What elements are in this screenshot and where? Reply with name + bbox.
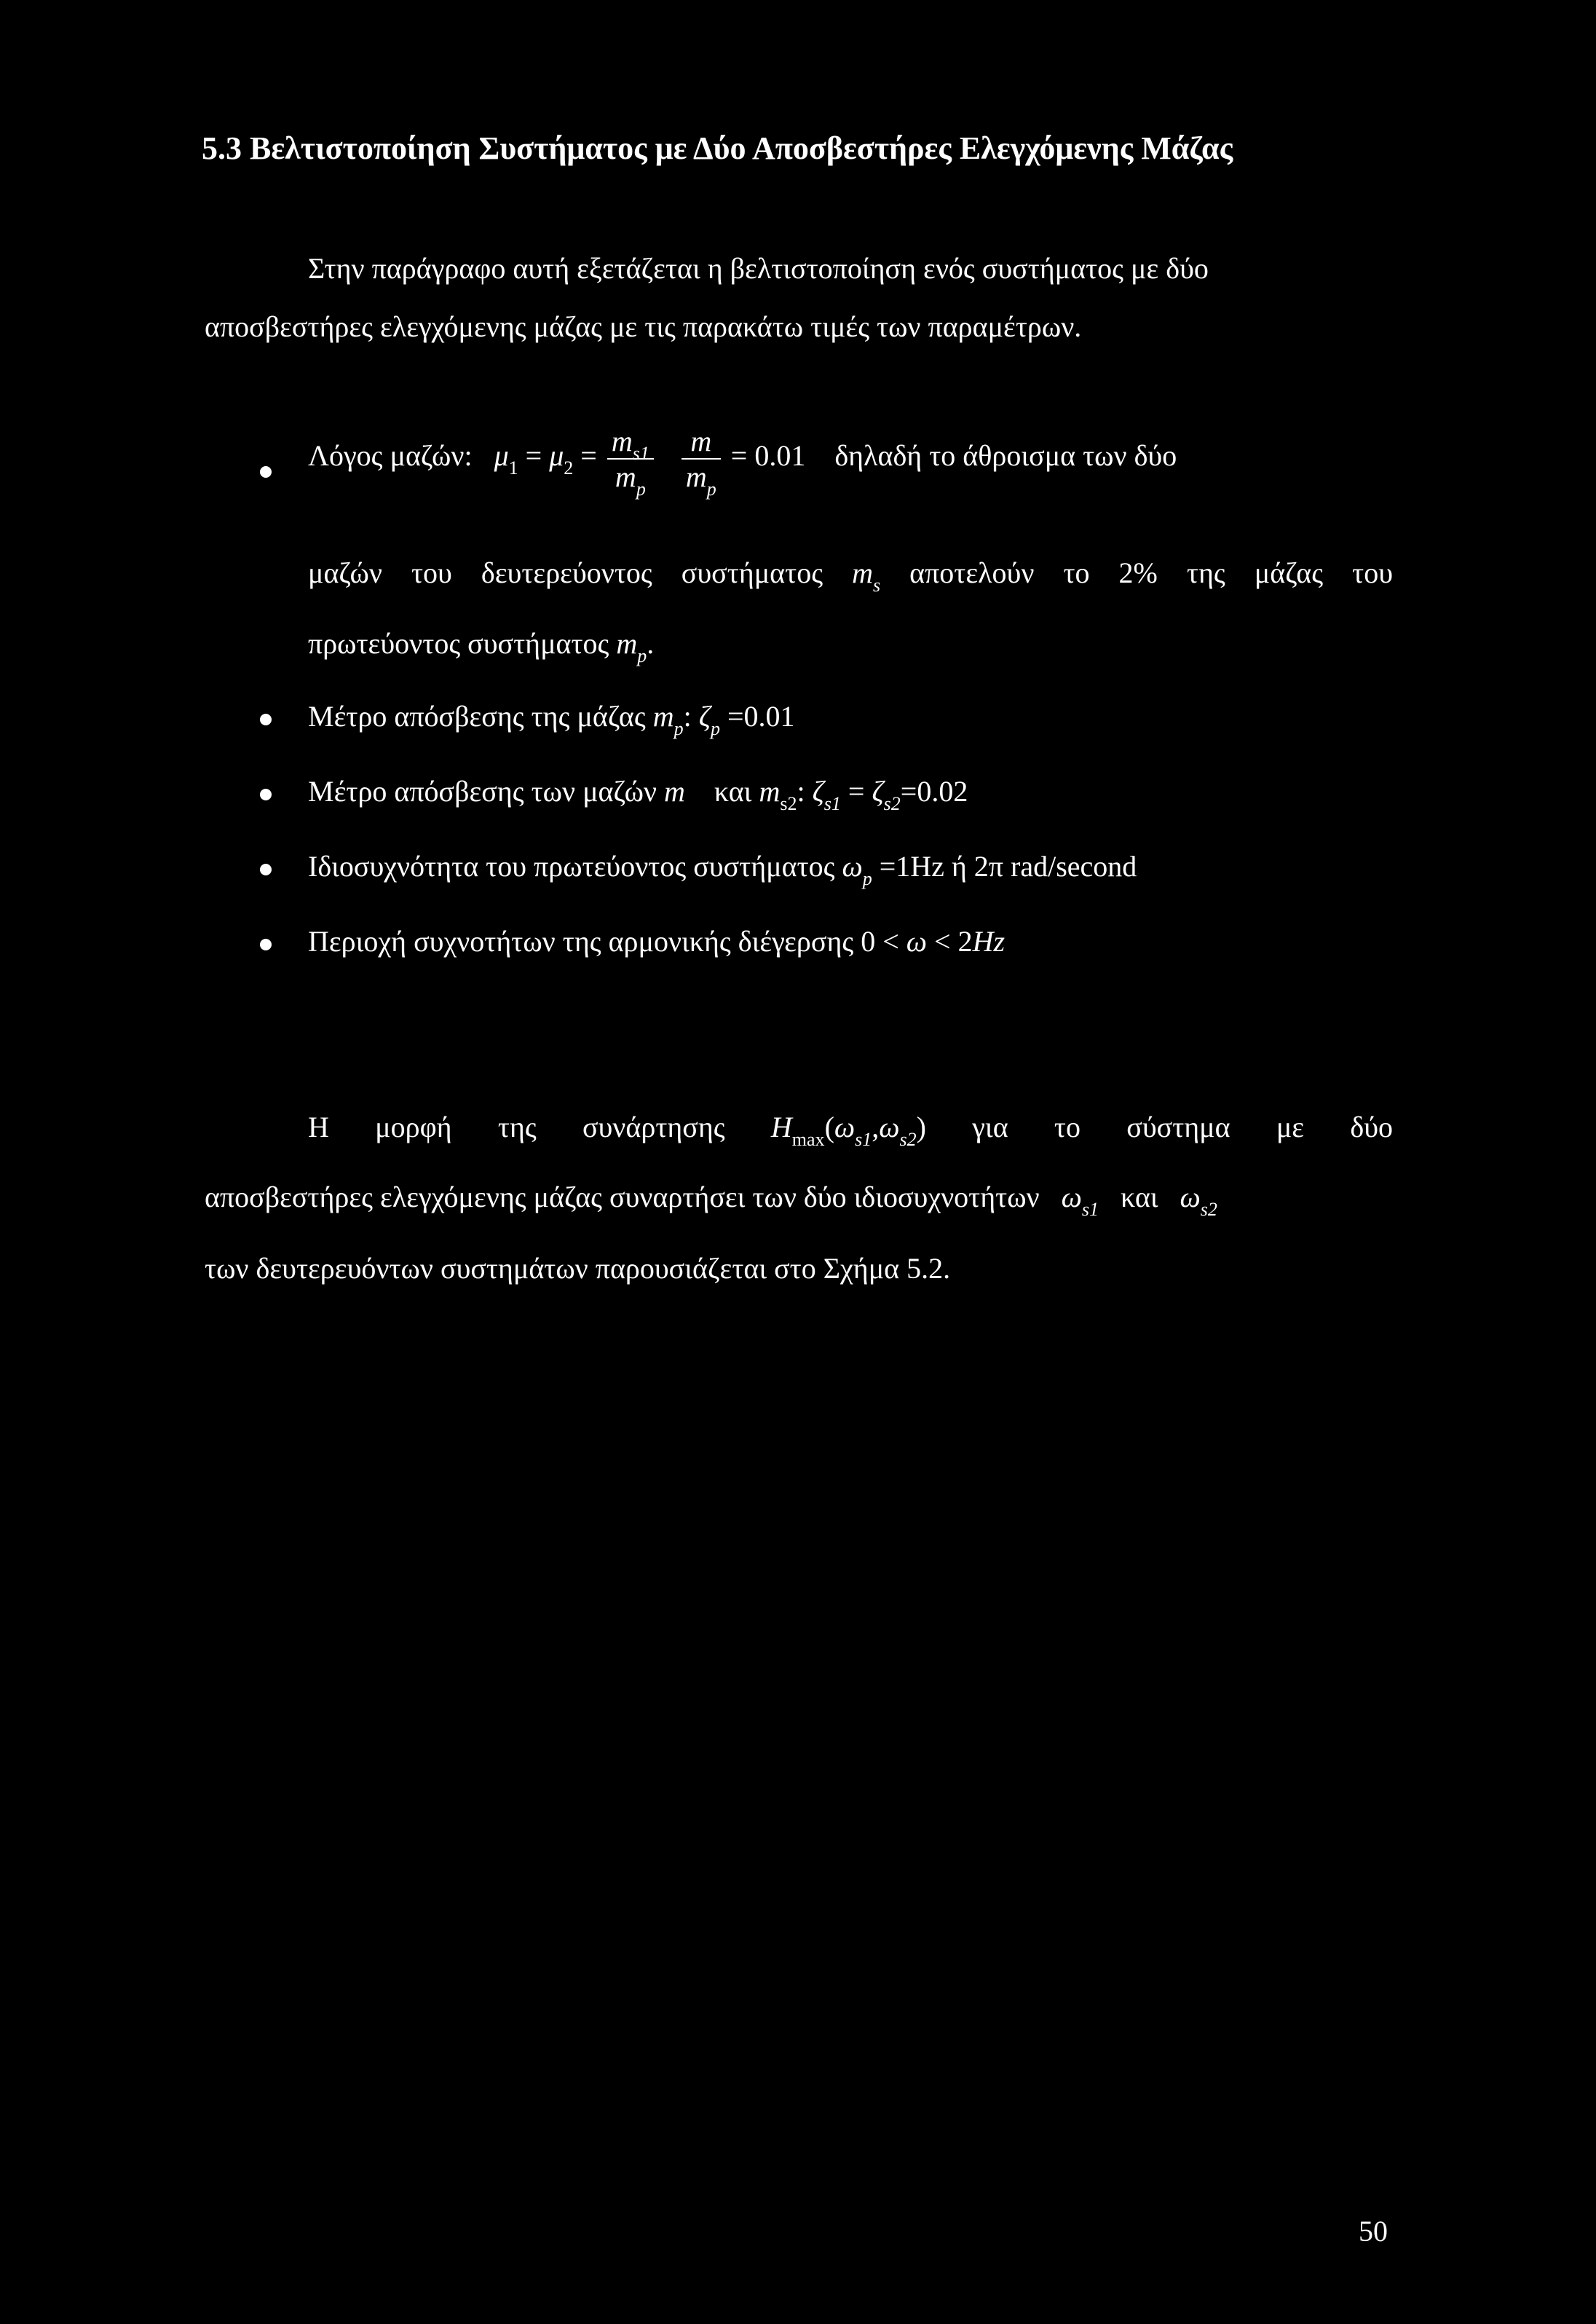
fraction-2-denominator: m (685, 460, 707, 493)
zeta-p-symbol: ζ (698, 700, 711, 733)
fraction-2-denominator-sub: p (706, 478, 716, 500)
bullet-icon (260, 939, 272, 950)
continuation-2-period: . (647, 627, 655, 660)
fraction-1-denominator: m (615, 460, 636, 493)
mp-symbol: m (616, 627, 638, 660)
omega-s2-symbol: ω (1180, 1181, 1201, 1213)
closing-line-2 (205, 1180, 1217, 1220)
closing-text-a: Η μορφή της συνάρτησης (308, 1111, 725, 1143)
continuation-1-text-a: μαζών του δευτερεύοντος συστήματος (308, 556, 823, 589)
fraction-1-numerator: m (611, 425, 633, 457)
damping-primary-text: Μέτρο απόσβεσης της μάζας (308, 700, 646, 733)
range-upper: < 2 (934, 925, 973, 958)
and-word: και (1121, 1181, 1158, 1213)
mass-ratio-continuation-2 (308, 626, 655, 666)
zeta-s2-subscript: s2 (883, 793, 901, 814)
range-text: Περιοχή συχνοτήτων της αρμονικής διέγερσης (308, 925, 854, 958)
and-word: και (714, 775, 752, 808)
mp-symbol: m (652, 700, 674, 733)
h-subscript: max (791, 1129, 825, 1150)
intro-line-2: αποσβεστήρες ελεγχόμενης μάζας με τις παρακάτω τιμές των παραμέτρων. (205, 310, 1082, 343)
mu1-symbol: μ (494, 439, 509, 473)
omega-s1-symbol: ω (834, 1111, 856, 1143)
omega-s1-subscript: s1 (1081, 1199, 1099, 1220)
intro-line-1: Στην παράγραφο αυτή εξετάζεται η βελτιστοποίηση ενός συστήματος με δύο (308, 252, 1209, 285)
fraction-ms1-over-mp (607, 424, 654, 500)
range-lower: 0 < (861, 925, 899, 958)
comma: , (872, 1111, 880, 1143)
omega-s1-subscript: s1 (855, 1129, 872, 1150)
continuation-1-text-b: αποτελούν το 2% της μάζας του (909, 556, 1393, 589)
omega-s1-symbol: ω (1061, 1181, 1082, 1213)
closing-text-b: για το σύστημα με δύο (972, 1111, 1394, 1143)
colon: : (797, 775, 805, 808)
h-symbol: H (770, 1111, 792, 1143)
damping-secondary-line (308, 774, 968, 814)
ms-subscript: s (872, 575, 881, 596)
mass-ratio-value: = 0.01 (730, 439, 806, 473)
omega-s2-subscript: s2 (899, 1129, 917, 1150)
mu2-symbol: μ (549, 439, 564, 473)
bullet-icon (260, 789, 272, 800)
mass-ratio-line: Λόγος μαζών: $\mu_1 = \mu_2$ = $\frac{m_{s1}}{m_p}$ $\frac{m}{m_p}$ = 0.01 δηλαδή το άθροισμα των δύο (308, 425, 1177, 500)
omega-s2-symbol: ω (879, 1111, 900, 1143)
fraction-m-over-mp (682, 424, 721, 500)
colon: : (683, 700, 692, 733)
damping-secondary-value: =0.02 (900, 775, 968, 808)
frequency-line (308, 849, 1137, 889)
page-number: 50 (1359, 2215, 1388, 2248)
mass-ratio-tail: δηλαδή το άθροισμα των δύο (834, 439, 1177, 473)
bullet-icon (260, 714, 272, 725)
zeta-p-subscript: p (710, 718, 720, 739)
range-unit: Hz (972, 925, 1006, 958)
mass-ratio-continuation-1 (308, 556, 1393, 596)
frequency-text: Ιδιοσυχνότητα του πρωτεύοντος συστήματος (308, 850, 835, 883)
paren-open: ( (824, 1111, 834, 1143)
fraction-1-denominator-sub: p (636, 478, 646, 500)
m-symbol: m (664, 775, 685, 808)
ms2-symbol: m (759, 775, 781, 808)
damping-primary-value: =0.01 (727, 700, 795, 733)
zeta-s1-symbol: ζ (812, 775, 824, 808)
omega-p-subscript: p (862, 868, 872, 889)
fraction-2-numerator: m (690, 425, 712, 457)
fraction-1-numerator-sub: s1 (632, 443, 649, 464)
zeta-s2-symbol: ζ (872, 775, 884, 808)
damping-secondary-text: Μέτρο απόσβεσης των μαζών (308, 775, 657, 808)
closing-line-1 (308, 1110, 1394, 1150)
omega-symbol: ω (906, 925, 928, 958)
equals: = (848, 775, 865, 808)
frequency-value: =1Hz ή 2π rad/second (879, 850, 1137, 883)
mass-ratio-label: Λόγος μαζών: (308, 439, 473, 473)
range-line (308, 924, 1005, 958)
damping-primary-line (308, 699, 795, 739)
closing-line-2-text: αποσβεστήρες ελεγχόμενης μάζας συναρτήσει των δύο ιδιοσυχνοτήτων (205, 1181, 1040, 1213)
omega-p-symbol: ω (842, 850, 863, 883)
mu2-subscript: 2 (564, 457, 574, 479)
bullet-icon (260, 864, 272, 875)
section-heading: 5.3 Βελτιστοποίηση Συστήματος με Δύο Αποσβεστήρες Ελεγχόμενης Μάζας (202, 130, 1233, 166)
omega-s2-subscript: s2 (1200, 1199, 1217, 1220)
ms-symbol: m (852, 556, 873, 589)
closing-line-3: των δευτερευόντων συστημάτων παρουσιάζεται στο Σχήμα 5.2. (205, 1252, 951, 1285)
paren-close: ) (916, 1111, 926, 1143)
mu1-subscript: 1 (508, 457, 518, 479)
ms2-subscript: s2 (780, 793, 797, 814)
continuation-2-text: πρωτεύοντος συστήματος (308, 627, 609, 660)
zeta-s1-subscript: s1 (823, 793, 841, 814)
mp-subscript: p (673, 718, 684, 739)
mp-subscript: p (637, 645, 647, 666)
bullet-icon (260, 466, 272, 478)
